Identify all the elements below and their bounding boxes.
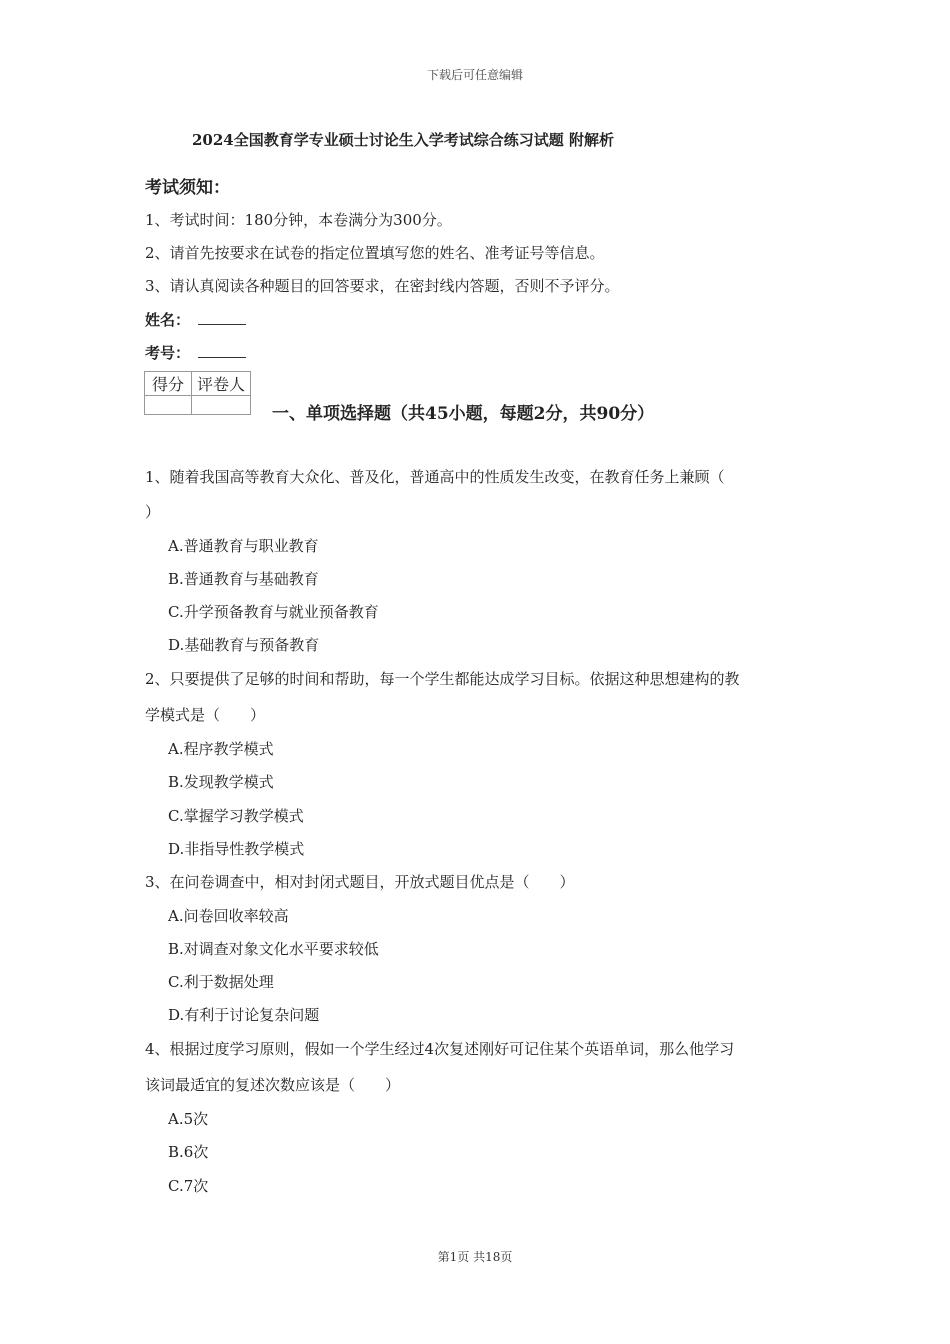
question-1-option-c: C.升学预备教育与就业预备教育 <box>168 603 379 621</box>
question-4-option-a: A.5次 <box>168 1110 209 1128</box>
question-3-text: 3、在问卷调查中，相对封闭式题目，开放式题目优点是（ ） <box>145 873 575 891</box>
score-table <box>144 371 251 415</box>
notice-item: 2、请首先按要求在试卷的指定位置填写您的姓名、准考证号等信息。 <box>145 244 605 262</box>
grader-header: 评卷人 <box>192 372 251 396</box>
notice-item: 3、请认真阅读各种题目的回答要求，在密封线内答题，否则不予评分。 <box>145 277 620 295</box>
question-1-option-b: B.普通教育与基础教育 <box>168 570 319 588</box>
section-heading: 一、单项选择题（共45小题，每题2分，共90分） <box>272 404 655 424</box>
id-field <box>145 342 246 363</box>
id-label: 考号： <box>145 344 191 362</box>
score-cell[interactable] <box>145 396 192 415</box>
question-1-text: 1、随着我国高等教育大众化、普及化，普通高中的性质发生改变，在教育任务上兼顾（ <box>145 468 725 486</box>
question-2-option-b: B.发现教学模式 <box>168 773 274 791</box>
grader-cell[interactable] <box>192 396 251 415</box>
question-4-option-c: C.7次 <box>168 1177 209 1195</box>
question-2-option-c: C.掌握学习教学模式 <box>168 807 304 825</box>
question-1-text-cont: ） <box>145 503 161 521</box>
document-title: 2024全国教育学专业硕士讨论生入学考试综合练习试题 附解析 <box>192 131 614 149</box>
question-3-option-c: C.利于数据处理 <box>168 973 274 991</box>
question-2-text-cont: 学模式是（ ） <box>145 706 266 724</box>
question-1-option-a: A.普通教育与职业教育 <box>168 537 319 555</box>
question-2-option-d: D.非指导性教学模式 <box>168 840 305 858</box>
notice-item: 1、考试时间：180分钟，本卷满分为300分。 <box>145 211 452 229</box>
notice-heading: 考试须知： <box>145 178 230 198</box>
question-1-option-d: D.基础教育与预备教育 <box>168 636 320 654</box>
question-3-option-d: D.有利于讨论复杂问题 <box>168 1006 320 1024</box>
id-blank[interactable] <box>198 343 246 358</box>
question-3-option-a: A.问卷回收率较高 <box>168 907 289 925</box>
name-field <box>145 309 246 330</box>
header-note: 下载后可任意编辑 <box>426 68 523 82</box>
question-4-text: 4、根据过度学习原则，假如一个学生经过4次复述刚好可记住某个英语单词，那么他学习 <box>145 1040 735 1058</box>
name-blank[interactable] <box>198 310 246 325</box>
score-header: 得分 <box>145 372 192 396</box>
question-3-option-b: B.对调查对象文化水平要求较低 <box>168 940 379 958</box>
question-2-text: 2、只要提供了足够的时间和帮助，每一个学生都能达成学习目标。依据这种思想建构的教 <box>145 670 740 688</box>
name-label: 姓名： <box>145 311 191 329</box>
question-4-text-cont: 该词最适宜的复述次数应该是（ ） <box>145 1076 401 1094</box>
question-4-option-b: B.6次 <box>168 1143 209 1161</box>
page-footer: 第1页 共18页 <box>437 1250 513 1264</box>
question-2-option-a: A.程序教学模式 <box>168 740 274 758</box>
